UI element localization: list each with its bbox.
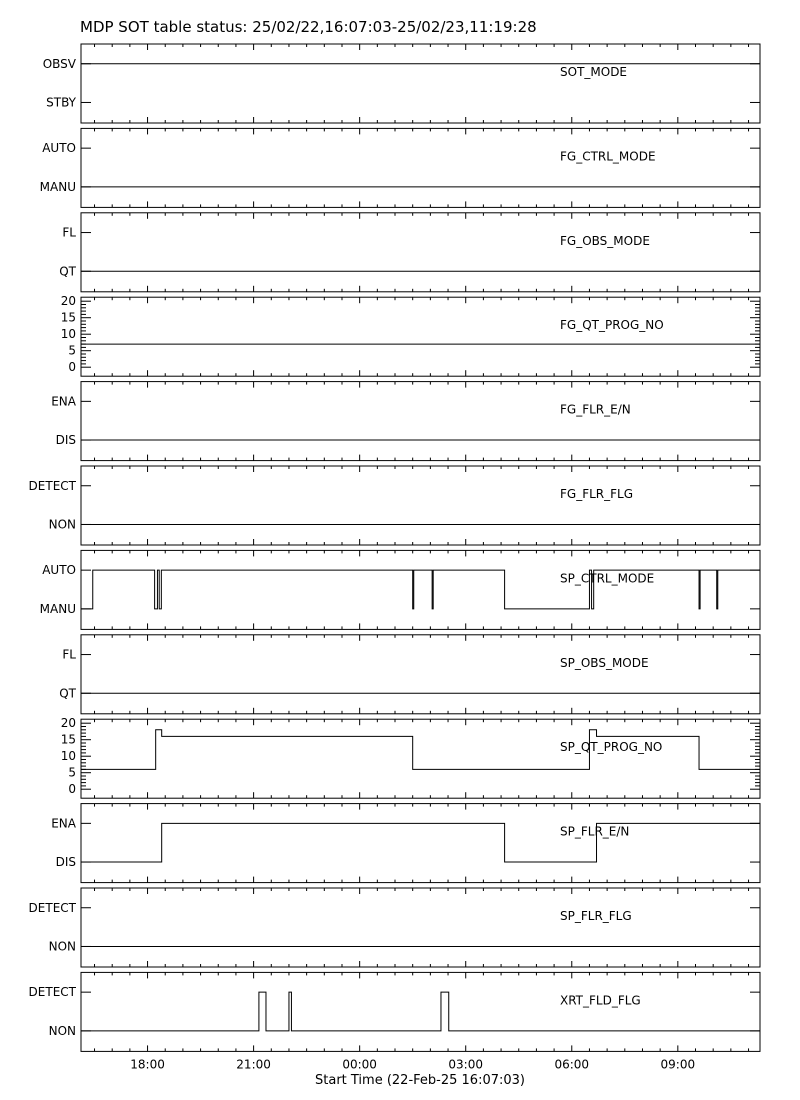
y-tick-label: DIS: [55, 855, 76, 870]
y-tick-label: 5: [68, 765, 76, 780]
panel-frame: [81, 635, 760, 714]
y-tick-label: 20: [60, 294, 76, 309]
y-tick-label: QT: [59, 264, 76, 279]
panel-frame: [81, 804, 760, 883]
x-tick-label: 09:00: [660, 1057, 696, 1072]
x-axis-label: Start Time (22-Feb-25 16:07:03): [315, 1073, 525, 1088]
x-tick-label: 18:00: [130, 1057, 165, 1072]
panel-frame: [81, 213, 760, 292]
y-tick-label: ENA: [51, 816, 76, 831]
y-tick-label: DIS: [55, 433, 76, 448]
y-tick-label: OBSV: [42, 56, 76, 71]
y-tick-label: 15: [60, 310, 76, 325]
series-line-xrt-fld-flg: [81, 992, 760, 1031]
panel-name-label: SP_FLR_FLG: [560, 909, 632, 923]
y-tick-label: 0: [68, 782, 76, 797]
y-tick-label: DETECT: [28, 985, 76, 1000]
panel-xrt-fld-flg: [29, 972, 760, 1051]
y-tick-label: MANU: [39, 601, 76, 616]
panel-sp-ctrl-mode: [40, 550, 760, 629]
panel-frame: [81, 44, 760, 123]
panel-name-label: FG_QT_PROG_NO: [560, 318, 664, 333]
y-tick-label: 5: [68, 343, 76, 358]
panel-frame: [81, 297, 760, 376]
y-tick-label: 10: [60, 749, 76, 764]
panel-fg-ctrl-mode: [40, 128, 760, 207]
panel-sot-mode: [43, 44, 760, 123]
y-tick-label: 20: [60, 716, 76, 731]
panel-frame: [81, 550, 760, 629]
series-line-sp-flr-e-n: [81, 823, 760, 862]
series-line-sp-ctrl-mode: [81, 570, 760, 609]
panel-fg-obs-mode: [59, 213, 760, 292]
panel-sp-obs-mode: [59, 635, 760, 714]
panel-fg-flr-flg: [29, 466, 760, 545]
y-tick-label: NON: [48, 517, 76, 532]
y-tick-label: FL: [62, 225, 76, 240]
y-tick-label: DETECT: [28, 900, 76, 915]
panel-frame: [81, 972, 760, 1051]
y-tick-label: AUTO: [42, 141, 76, 156]
x-tick-label: 21:00: [236, 1057, 271, 1072]
panel-name-label: SP_FLR_E/N: [560, 824, 630, 839]
y-tick-label: 10: [60, 327, 76, 342]
y-tick-label: DETECT: [28, 478, 76, 493]
panel-frame: [81, 719, 760, 798]
panel-frame: [81, 128, 760, 207]
panel-frame: [81, 888, 760, 967]
x-tick-label: 03:00: [448, 1057, 484, 1072]
y-tick-label: STBY: [46, 95, 76, 110]
panel-sp-qt-prog-no: [61, 716, 760, 798]
panel-name-label: FG_FLR_FLG: [560, 487, 634, 501]
y-tick-label: AUTO: [42, 563, 76, 578]
panel-frame: [81, 382, 760, 461]
x-tick-label: 00:00: [342, 1057, 377, 1072]
panel-name-label: FG_CTRL_MODE: [560, 149, 656, 164]
y-tick-label: NON: [48, 1023, 76, 1038]
y-tick-label: ENA: [51, 394, 76, 409]
y-tick-label: MANU: [39, 179, 76, 194]
y-tick-label: NON: [48, 939, 76, 954]
y-tick-label: 0: [68, 360, 76, 375]
y-tick-label: 15: [60, 732, 76, 747]
y-tick-label: FL: [62, 647, 76, 662]
panel-name-label: SP_QT_PROG_NO: [560, 740, 663, 755]
panel-fg-flr-e-n: [51, 382, 760, 461]
panel-name-label: SP_CTRL_MODE: [560, 571, 655, 586]
panel-name-label: SP_OBS_MODE: [560, 655, 649, 670]
panel-sp-flr-flg: [29, 888, 760, 967]
panel-sp-flr-e-n: [51, 804, 760, 883]
y-tick-label: QT: [59, 686, 76, 701]
panel-name-label: FG_OBS_MODE: [560, 233, 650, 248]
panel-frame: [81, 466, 760, 545]
panel-name-label: FG_FLR_E/N: [560, 402, 631, 417]
chart-title: MDP SOT table status: 25/02/22,16:07:03-25/02/23,11:19:28: [80, 18, 537, 36]
panel-name-label: XRT_FLD_FLG: [560, 993, 641, 1008]
panel-fg-qt-prog-no: [61, 294, 760, 376]
x-tick-label: 06:00: [554, 1057, 590, 1072]
panel-name-label: SOT_MODE: [560, 65, 628, 79]
